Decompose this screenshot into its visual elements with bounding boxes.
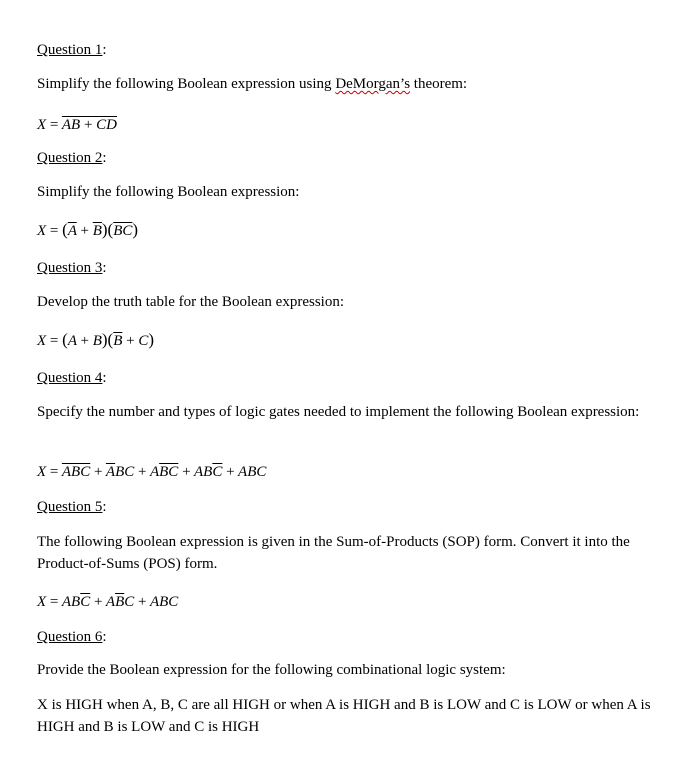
question-5-colon: : [102, 499, 107, 515]
question-5-heading [37, 497, 107, 518]
question-6-heading-text: Question 6 [37, 629, 103, 645]
question-4-expression: $X = \overline{ABC} + \overline{A}BC + A\overline{BC} + AB\overline{C}$ + ABC [37, 464, 267, 480]
spellcheck-flagged-word: DeMorgan’s [335, 76, 411, 92]
question-4-prompt: Specify the number and types of logic gates needed to implement the following Boolean expression: [37, 404, 640, 420]
question-2-heading-text: Question 2 [37, 150, 103, 166]
question-3-heading [37, 258, 107, 279]
question-3-colon: : [102, 260, 107, 276]
question-1-prompt [37, 74, 467, 95]
question-1-heading [37, 40, 107, 61]
question-1-expression: X = AB + CD [37, 117, 118, 133]
question-2-heading [37, 148, 107, 169]
question-4-colon: : [102, 370, 107, 386]
question-3-heading-text: Question 3 [37, 260, 103, 276]
question-2-expression: $X = (\overline{A} + \overline{B})(\overline{BC})$ [37, 220, 139, 239]
question-2-colon: : [102, 150, 107, 166]
question-5-heading-text: Question 5 [37, 499, 103, 515]
question-1-colon: : [102, 42, 107, 58]
question-3-expression: $X = (A + B)(\overline{B} + C)$ [37, 330, 155, 349]
question-1-heading-text: Question 1 [37, 42, 103, 58]
question-3-prompt: Develop the truth table for the Boolean expression: [37, 294, 344, 310]
question-4-heading-text: Question 4 [37, 370, 103, 386]
question-1-prompt-end: theorem: [410, 76, 468, 92]
question-5-expression: $X = AB\overline{C} + A\overline{B}C$ + ABC [37, 594, 179, 610]
question-6-heading [37, 627, 107, 648]
question-5-prompt: The following Boolean expression is given in the Sum-of-Products (SOP) form. Convert it into the Product-of-Sums (POS) form. [37, 534, 630, 572]
question-6-colon: : [102, 629, 107, 645]
question-6-prompt: Provide the Boolean expression for the following combinational logic system: [37, 662, 506, 678]
question-6-description: X is HIGH when A, B, C are all HIGH or when A is HIGH and B is LOW and C is LOW or when A is HIGH and B is LOW and C is HIGH [37, 697, 651, 735]
question-2-prompt: Simplify the following Boolean expression: [37, 184, 300, 200]
question-1-prompt-start: Simplify the following Boolean expression using [37, 76, 336, 92]
question-4-heading [37, 368, 107, 389]
